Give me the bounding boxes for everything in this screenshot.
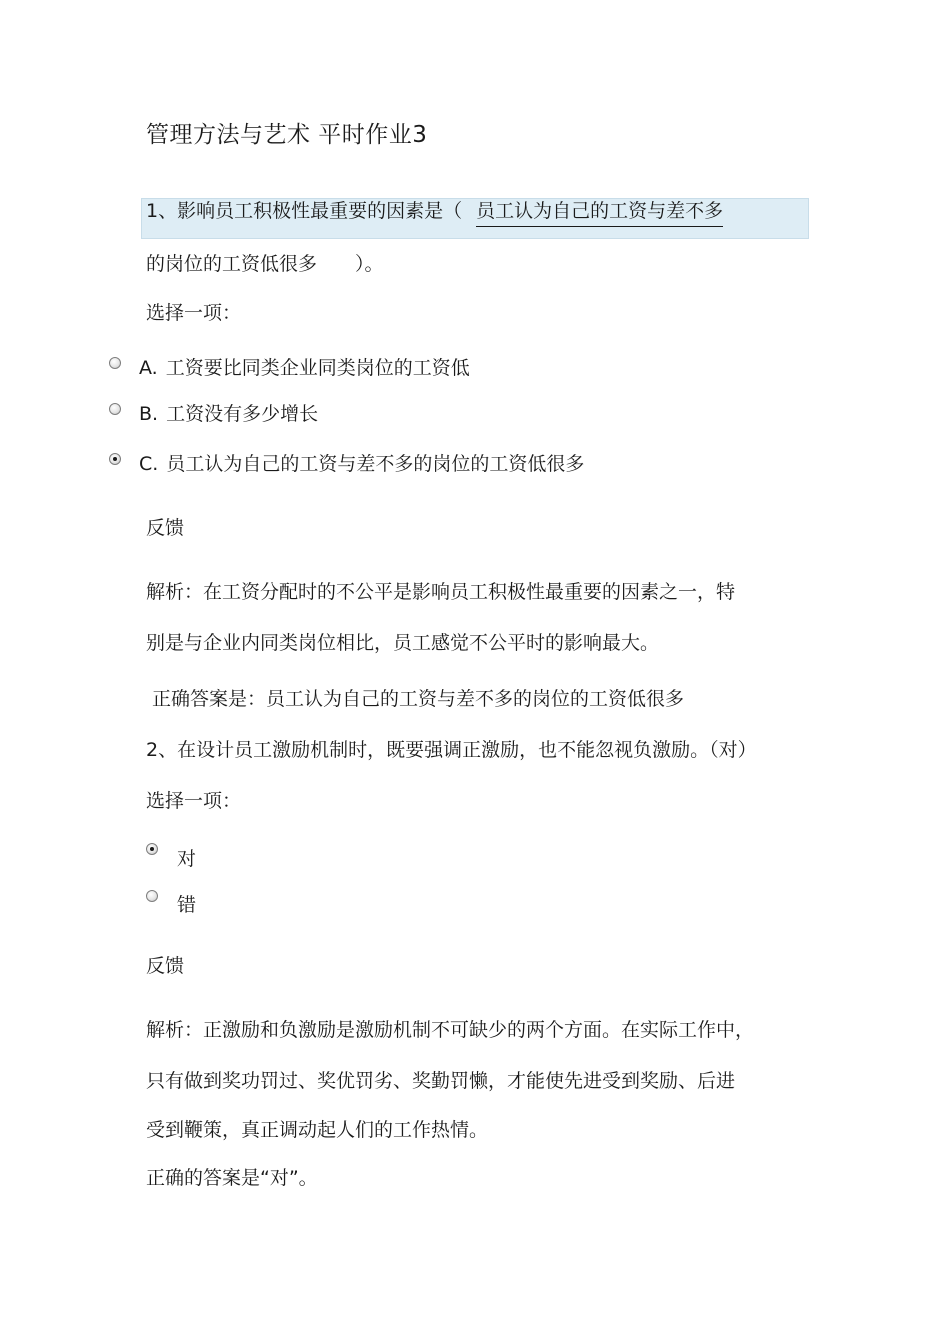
option-c-radio[interactable] [109, 453, 121, 465]
option-false-radio[interactable] [146, 890, 158, 902]
question-1-feedback-label: 反馈 [146, 517, 185, 539]
question-2-analysis-line-2: 只有做到奖功罚过、奖优罚劣、奖勤罚懒，才能使先进受到奖励、后进 [146, 1070, 736, 1092]
question-2-correct-answer: 正确的答案是“对”。 [146, 1167, 318, 1189]
option-false[interactable]: 错 [177, 894, 197, 916]
option-true[interactable]: 对 [177, 848, 197, 870]
option-b[interactable] [139, 399, 318, 426]
question-1-correct-answer: 正确答案是：员工认为自己的工资与差不多的岗位的工资低很多 [152, 688, 685, 710]
option-b-radio[interactable] [109, 403, 121, 415]
question-2-choose-label: 选择一项： [146, 790, 242, 812]
option-a-letter: A. [139, 357, 158, 379]
option-a-radio[interactable] [109, 357, 121, 369]
option-a-text: 工资要比同类企业同类岗位的工资低 [165, 357, 470, 379]
question-1-analysis-line-2: 别是与企业内同类岗位相比，员工感觉不公平时的影响最大。 [146, 632, 660, 654]
question-2-stem: 2、在设计员工激励机制时，既要强调正激励，也不能忽视负激励。（对） [146, 739, 757, 761]
option-true-radio[interactable] [146, 843, 158, 855]
question-2-analysis-line-1: 解析：正激励和负激励是激励机制不可缺少的两个方面。在实际工作中， [146, 1019, 755, 1041]
question-2-feedback-label: 反馈 [146, 955, 185, 977]
option-a[interactable] [139, 353, 470, 380]
question-2-analysis-line-3: 受到鞭策，真正调动起人们的工作热情。 [146, 1119, 489, 1141]
question-1-answer-blank: 员工认为自己的工资与差不多 [476, 200, 723, 227]
option-c-letter: C. [139, 453, 159, 475]
page-title: 管理方法与艺术 平时作业3 [146, 122, 428, 148]
question-1-choose-label: 选择一项： [146, 302, 242, 324]
option-b-letter: B. [139, 403, 159, 425]
question-1-stem-continued: 的岗位的工资低很多 ）。 [146, 253, 384, 275]
option-b-text: 工资没有多少增长 [166, 403, 319, 425]
question-1-analysis-line-1: 解析：在工资分配时的不公平是影响员工积极性最重要的因素之一，特 [146, 581, 736, 603]
option-c[interactable] [139, 449, 584, 476]
question-1-stem-prefix: 1、影响员工积极性最重要的因素是（ [146, 200, 463, 222]
option-c-text: 员工认为自己的工资与差不多的岗位的工资低很多 [166, 453, 585, 475]
question-1-stem [146, 196, 723, 223]
